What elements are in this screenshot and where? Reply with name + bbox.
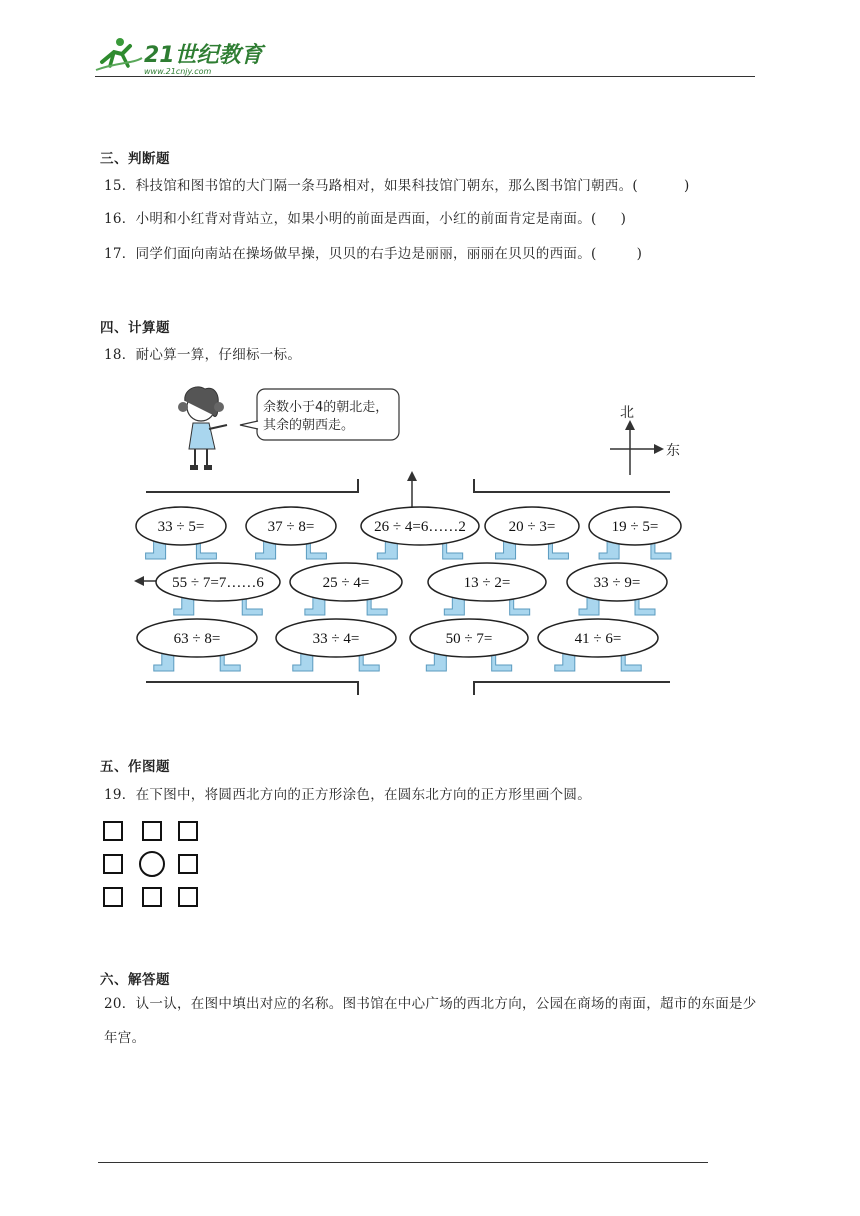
speech-bubble xyxy=(240,389,399,440)
division-oval-2-1 xyxy=(276,619,396,671)
question-text: 科技馆和图书馆的大门隔一条马路相对，如果科技馆门朝东，那么图书馆门朝西。( xyxy=(135,178,638,194)
section-5-title: 五、作图题 xyxy=(100,759,170,775)
division-oval-1-1 xyxy=(290,563,402,615)
wall-bottom-right xyxy=(474,682,670,695)
compass-icon xyxy=(610,405,680,475)
svg-text:21世纪教育: 21世纪教育 xyxy=(144,43,263,68)
question-number: 18． xyxy=(104,347,136,363)
division-expression: 25 ÷ 4= xyxy=(322,575,370,591)
square-west[interactable] xyxy=(103,854,123,874)
section-6-title: 六、解答题 xyxy=(100,972,170,988)
division-expression: 26 ÷ 4=6……2 xyxy=(374,519,466,535)
square-south[interactable] xyxy=(142,887,162,907)
question-text: 认一认，在图中填出对应的名称。图书馆在中心广场的西北方向，公园在商场的南面，超市的东面是少年宫。 xyxy=(104,996,757,1046)
wall-top-right xyxy=(474,479,670,492)
division-oval-1-3 xyxy=(567,563,667,615)
runner-logo-icon xyxy=(96,38,142,70)
question-number: 16． xyxy=(104,211,136,227)
answer-paren-close: ) xyxy=(683,178,690,194)
question-text: 在下图中，将圆西北方向的正方形涂色，在圆东北方向的正方形里画个圆。 xyxy=(135,787,591,803)
question-text: 同学们面向南站在操场做早操，贝贝的右手边是丽丽，丽丽在贝贝的西面。( xyxy=(135,246,597,262)
question-number: 17． xyxy=(104,246,136,262)
division-oval-2-0 xyxy=(137,619,257,671)
division-oval-2-3 xyxy=(538,619,658,671)
division-expression: 33 ÷ 4= xyxy=(312,631,360,647)
speech-line-2: 其余的朝西走。 xyxy=(263,418,355,433)
division-expression: 37 ÷ 8= xyxy=(267,519,315,535)
division-expression: 13 ÷ 2= xyxy=(463,575,511,591)
question-number: 20． xyxy=(104,996,136,1012)
square-north[interactable] xyxy=(142,821,162,841)
question-17 xyxy=(104,242,642,262)
answer-paren-close: ) xyxy=(636,246,643,262)
north-arrow-icon xyxy=(407,471,417,507)
division-oval-0-3 xyxy=(485,507,579,559)
question-number: 15． xyxy=(104,178,136,194)
square-northeast[interactable] xyxy=(178,821,198,841)
square-east[interactable] xyxy=(178,854,198,874)
footer-rule xyxy=(98,1162,708,1163)
site-logo xyxy=(92,32,267,78)
question-16 xyxy=(104,207,626,227)
question-15 xyxy=(104,174,690,194)
division-oval-0-4 xyxy=(589,507,681,559)
division-expression: 33 ÷ 5= xyxy=(157,519,205,535)
division-expression: 50 ÷ 7= xyxy=(445,631,493,647)
division-oval-0-2 xyxy=(361,507,479,559)
square-southeast[interactable] xyxy=(178,887,198,907)
speech-line-1: 余数小于4的朝北走， xyxy=(263,400,389,415)
division-oval-0-0 xyxy=(136,507,226,559)
question-text: 小明和小红背对背站立，如果小明的前面是西面，小红的前面肯定是南面。( xyxy=(135,211,597,227)
question-18 xyxy=(104,343,301,363)
square-northwest[interactable] xyxy=(103,821,123,841)
division-expression: 20 ÷ 3= xyxy=(508,519,556,535)
question-20 xyxy=(104,987,768,1055)
division-figure xyxy=(130,385,690,700)
section-4-title: 四、计算题 xyxy=(100,320,170,336)
division-oval-1-0 xyxy=(156,563,280,615)
girl-icon xyxy=(178,387,227,470)
answer-paren-close: ) xyxy=(620,211,627,227)
division-expression: 41 ÷ 6= xyxy=(574,631,622,647)
compass-east-label: 东 xyxy=(666,443,680,459)
header-rule xyxy=(95,76,755,77)
division-oval-1-2 xyxy=(428,563,546,615)
division-ovals xyxy=(136,507,681,671)
compass-north-label: 北 xyxy=(620,405,634,421)
direction-grid xyxy=(100,818,210,912)
section-3-title: 三、判断题 xyxy=(100,151,170,167)
division-oval-2-2 xyxy=(410,619,528,671)
question-19 xyxy=(104,783,591,803)
question-number: 19． xyxy=(104,787,136,803)
division-expression: 19 ÷ 5= xyxy=(611,519,659,535)
center-circle xyxy=(139,851,165,877)
wall-top-left xyxy=(146,479,358,492)
question-text: 耐心算一算，仔细标一标。 xyxy=(135,347,302,363)
svg-text:www.21cnjy.com: www.21cnjy.com xyxy=(144,67,212,76)
wall-bottom-left xyxy=(146,682,358,695)
division-expression: 55 ÷ 7=7……6 xyxy=(172,575,264,591)
division-expression: 33 ÷ 9= xyxy=(593,575,641,591)
division-expression: 63 ÷ 8= xyxy=(173,631,221,647)
division-oval-0-1 xyxy=(246,507,336,559)
square-southwest[interactable] xyxy=(103,887,123,907)
